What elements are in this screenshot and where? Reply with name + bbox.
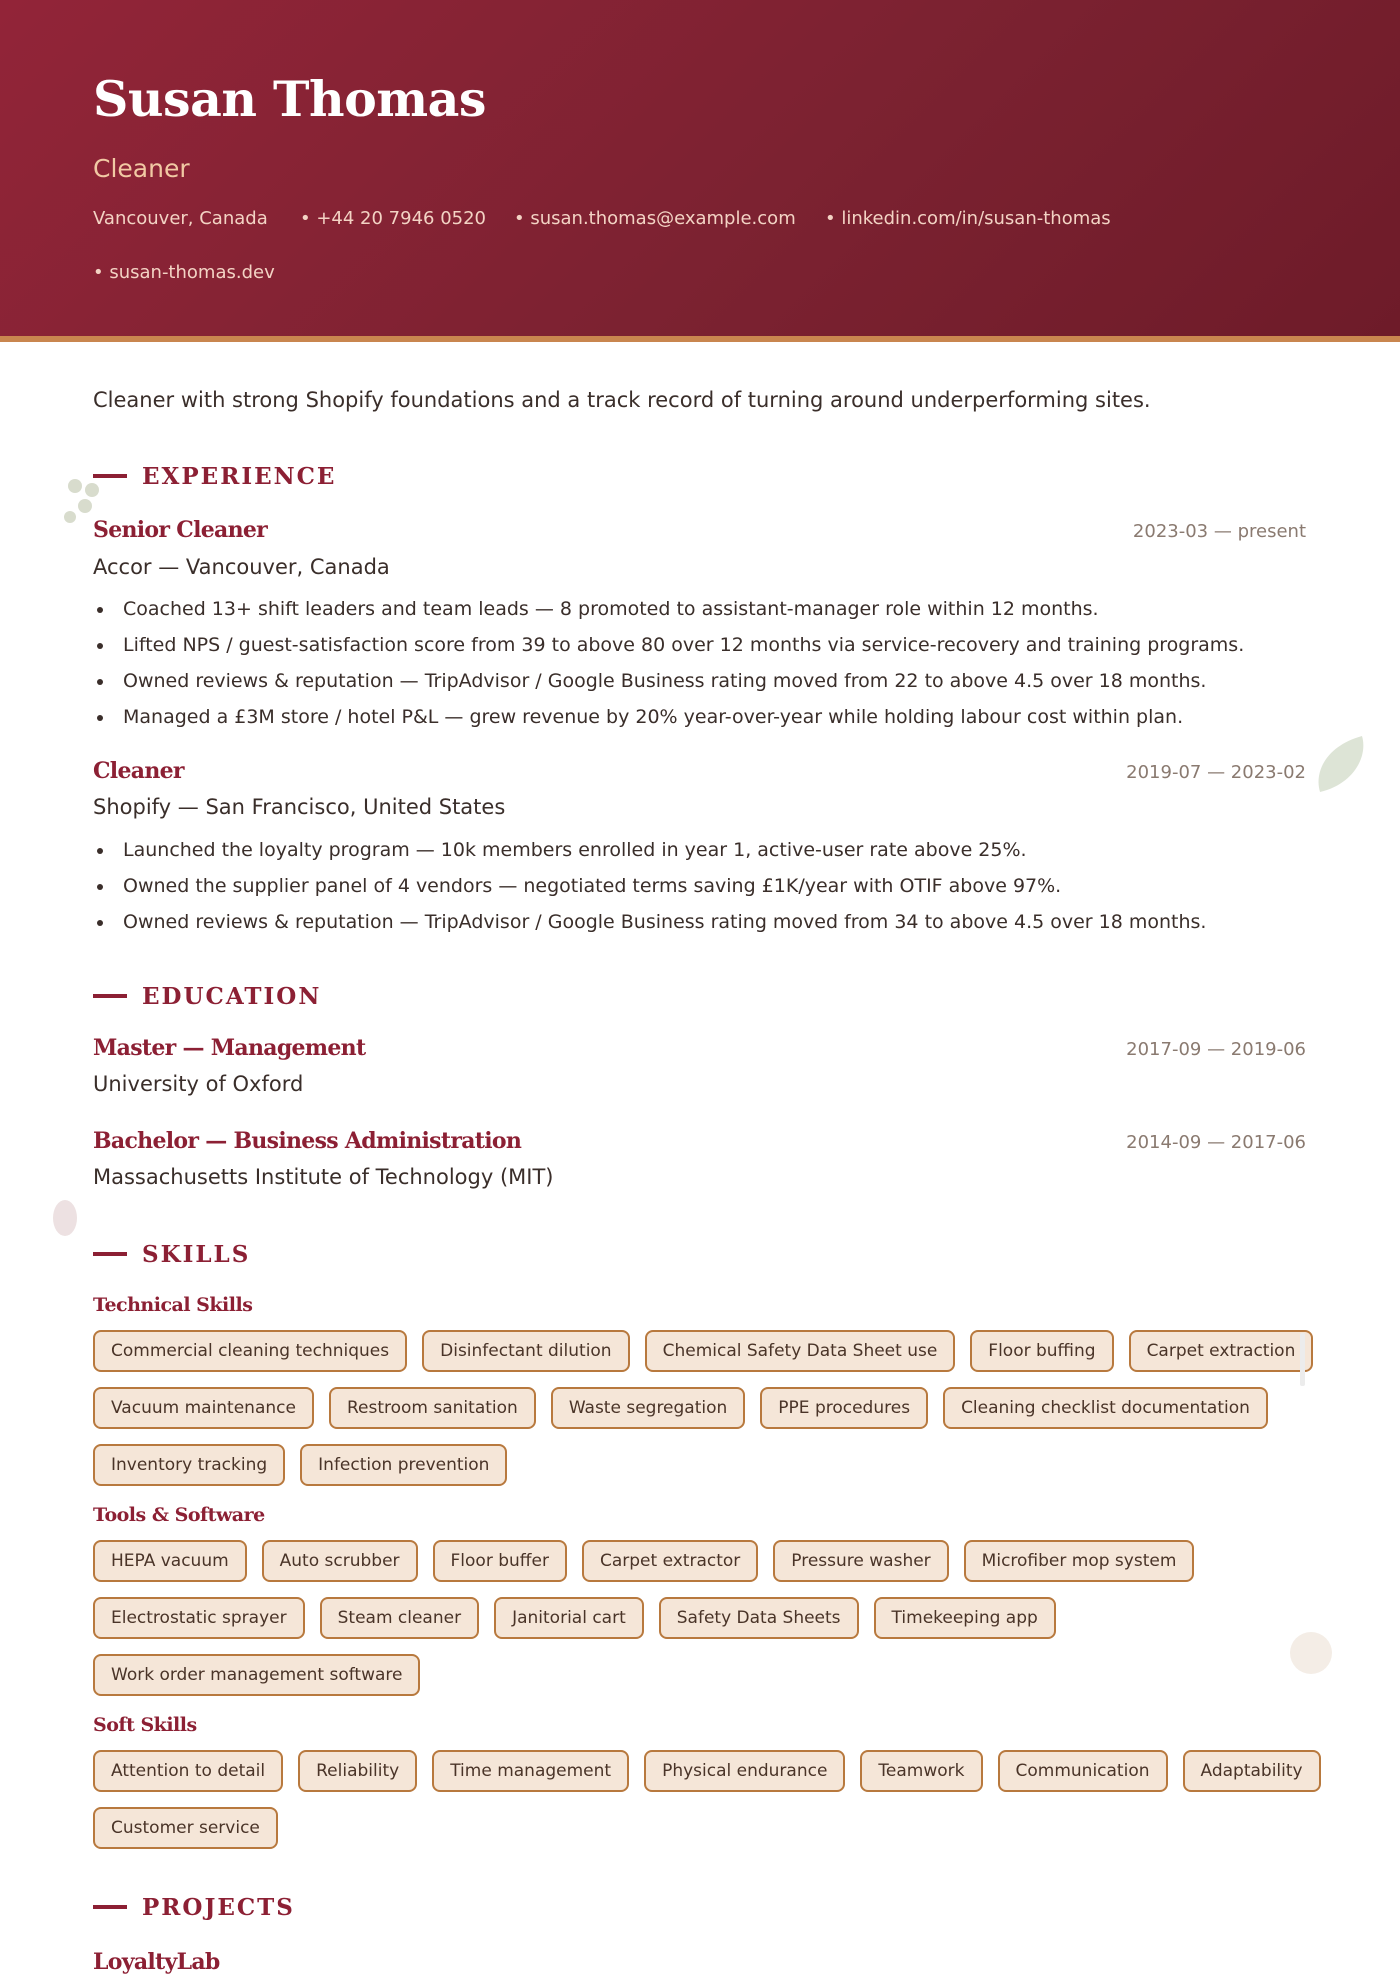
contact-location: Vancouver, Canada <box>93 208 268 229</box>
scroll-indicator <box>1300 1333 1305 1386</box>
skill-chip: Customer service <box>93 1807 278 1849</box>
education-dates: 2017-09 — 2019-06 <box>1126 1039 1306 1060</box>
skill-chip: Cleaning checklist documentation <box>943 1387 1268 1429</box>
skill-chips-technical <box>93 1330 1323 1486</box>
skill-chip: Carpet extraction <box>1129 1330 1314 1372</box>
skill-chips-tools <box>93 1540 1323 1696</box>
skill-chip: Auto scrubber <box>262 1540 418 1582</box>
job-title: Senior Cleaner <box>93 517 268 543</box>
list-item: Managed a £3M store / hotel P&L — grew revenue by 20% year-over-year while holding labour cost within plan. <box>93 699 1323 735</box>
section-experience-heading: EXPERIENCE <box>93 460 336 492</box>
dots-decoration <box>60 476 110 526</box>
circle-decoration <box>1288 1630 1334 1676</box>
skill-chip: Chemical Safety Data Sheet use <box>645 1330 956 1372</box>
job-dates: 2023-03 — present <box>1132 521 1306 542</box>
header-divider <box>0 336 1400 342</box>
skill-chip: Time management <box>432 1750 629 1792</box>
section-skills-heading: SKILLS <box>93 1238 250 1270</box>
section-dash <box>93 1252 127 1256</box>
list-item: Owned reviews & reputation — TripAdvisor / Google Business rating moved from 34 to above 4.5 over 18 months. <box>93 904 1323 940</box>
list-item: Coached 13+ shift leaders and team leads — 8 promoted to assistant-manager role within 12 months. <box>93 591 1323 627</box>
skill-chip: PPE procedures <box>760 1387 928 1429</box>
section-projects-heading: PROJECTS <box>93 1891 295 1923</box>
summary-text: Cleaner with strong Shopify foundations and a track record of turning around underperforming sites. <box>93 388 1151 412</box>
candidate-name: Susan Thomas <box>93 70 486 128</box>
list-item: Owned reviews & reputation — TripAdvisor / Google Business rating moved from 22 to above 4.5 over 18 months. <box>93 663 1323 699</box>
education-degree: Bachelor — Business Administration <box>93 1128 522 1154</box>
skill-chip: Attention to detail <box>93 1750 283 1792</box>
skill-chip: Janitorial cart <box>494 1597 644 1639</box>
candidate-role: Cleaner <box>93 154 190 183</box>
skill-chip: Adaptability <box>1183 1750 1321 1792</box>
skill-chip: Steam cleaner <box>320 1597 479 1639</box>
skill-category-tools: Tools & Software <box>93 1504 265 1526</box>
skill-chip: Waste segregation <box>551 1387 745 1429</box>
education-school: University of Oxford <box>93 1072 304 1096</box>
job-title: Cleaner <box>93 758 184 784</box>
list-item: Owned the supplier panel of 4 vendors — negotiated terms saving £1K/year with OTIF above 97%. <box>93 868 1323 904</box>
skill-chip: Reliability <box>298 1750 417 1792</box>
section-dash <box>93 994 127 998</box>
contact-phone[interactable]: • +44 20 7946 0520 <box>300 208 487 229</box>
education-school: Massachusetts Institute of Technology (MIT) <box>93 1165 554 1189</box>
section-dash <box>93 1905 127 1909</box>
skill-chip: Floor buffer <box>433 1540 567 1582</box>
list-item: Launched the loyalty program — 10k members enrolled in year 1, active-user rate above 25%. <box>93 832 1323 868</box>
skill-chip: Vacuum maintenance <box>93 1387 314 1429</box>
pebble-decoration <box>50 1198 82 1240</box>
skill-chip: Electrostatic sprayer <box>93 1597 305 1639</box>
contact-website[interactable]: • susan-thomas.dev <box>93 262 275 283</box>
skill-chip: Disinfectant dilution <box>422 1330 629 1372</box>
job-company: Shopify — San Francisco, United States <box>93 795 506 819</box>
skill-chip: Pressure washer <box>773 1540 948 1582</box>
list-item: Lifted NPS / guest-satisfaction score from 39 to above 80 over 12 months via service-recovery and training programs. <box>93 627 1323 663</box>
contact-linkedin[interactable]: • linkedin.com/in/susan-thomas <box>825 208 1111 229</box>
job-bullets <box>93 832 1323 940</box>
skill-category-technical: Technical Skills <box>93 1294 253 1316</box>
education-dates: 2014-09 — 2017-06 <box>1126 1132 1306 1153</box>
skill-chip: Timekeeping app <box>874 1597 1056 1639</box>
job-bullets <box>93 591 1323 735</box>
skill-chip: Carpet extractor <box>582 1540 758 1582</box>
skill-chip: Commercial cleaning techniques <box>93 1330 407 1372</box>
skill-chip: Work order management software <box>93 1654 420 1696</box>
skill-chip: Teamwork <box>860 1750 982 1792</box>
skill-chip: Physical endurance <box>644 1750 845 1792</box>
education-degree: Master — Management <box>93 1035 366 1061</box>
skill-chip: Communication <box>998 1750 1168 1792</box>
skill-chip: Infection prevention <box>300 1444 507 1486</box>
leaf-decoration <box>1312 732 1372 798</box>
skill-chip: Floor buffing <box>970 1330 1113 1372</box>
job-dates: 2019-07 — 2023-02 <box>1126 762 1306 783</box>
skill-chips-soft <box>93 1750 1323 1849</box>
resume-header <box>0 0 1400 336</box>
skill-category-soft: Soft Skills <box>93 1714 197 1736</box>
skill-chip: HEPA vacuum <box>93 1540 247 1582</box>
skill-chip: Safety Data Sheets <box>659 1597 859 1639</box>
skill-chip: Microfiber mop system <box>964 1540 1195 1582</box>
skill-chip: Inventory tracking <box>93 1444 285 1486</box>
job-company: Accor — Vancouver, Canada <box>93 555 390 579</box>
contact-email[interactable]: • susan.thomas@example.com <box>514 208 796 229</box>
project-title: LoyaltyLab <box>93 1949 220 1975</box>
skill-chip: Restroom sanitation <box>329 1387 536 1429</box>
section-education-heading: EDUCATION <box>93 980 321 1012</box>
